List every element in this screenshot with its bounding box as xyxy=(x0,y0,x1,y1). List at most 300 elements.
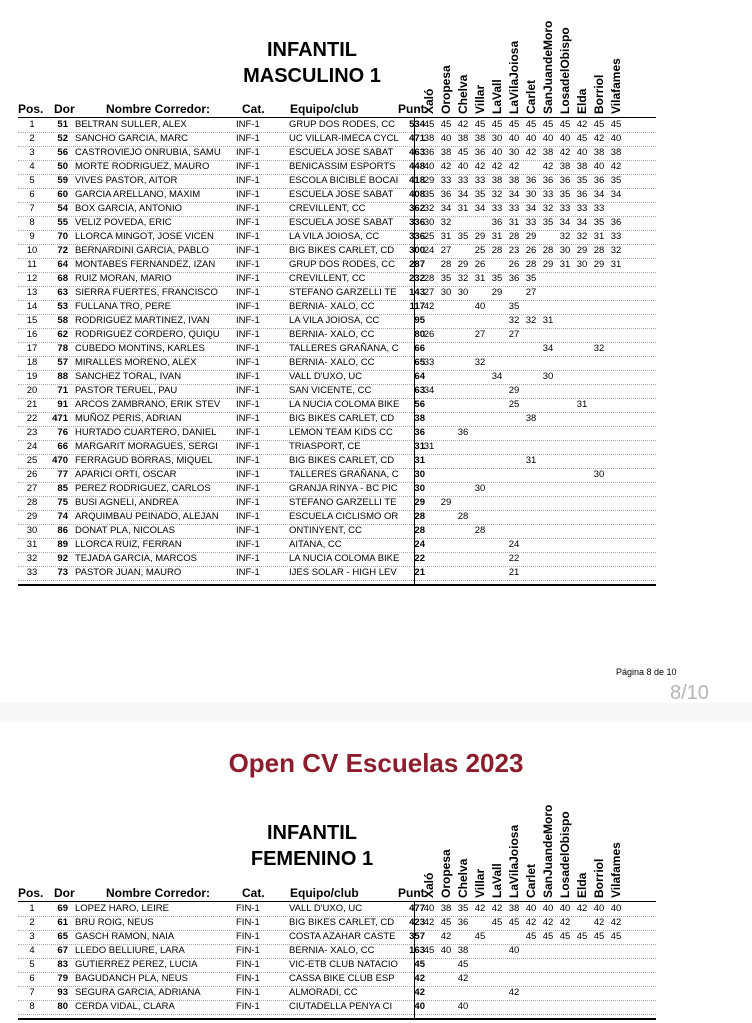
rider-name-cell: SANCHEZ TORAL, IVAN xyxy=(75,371,182,382)
race-score-cell: 32 xyxy=(508,315,520,326)
bib-cell: 51 xyxy=(57,119,68,130)
race-score-cell: 31 xyxy=(542,315,554,326)
position-cell: 28 xyxy=(26,497,38,508)
club-cell: BERNIA- XALO, CC xyxy=(289,329,375,340)
rider-name-cell: BUSI AGNELI, ANDREA xyxy=(75,497,179,508)
bib-cell: 60 xyxy=(57,189,68,200)
rider-name-cell: FERRAGUD BORRAS, MIQUEL xyxy=(75,455,213,466)
race-score-cell: 45 xyxy=(525,931,537,942)
race-score-cell: 36 xyxy=(610,217,622,228)
points-cell: 42 xyxy=(414,973,425,984)
bib-cell: 54 xyxy=(57,203,68,214)
race-score-cell: 42 xyxy=(491,903,503,914)
table-row xyxy=(18,538,656,553)
rider-name-cell: MUÑOZ PERIS, ADRIAN xyxy=(75,413,182,424)
points-cell: 38 xyxy=(414,413,425,424)
category-cell: INF-1 xyxy=(236,511,260,522)
category-cell: FIN-1 xyxy=(236,1001,260,1012)
position-cell: 31 xyxy=(26,539,38,550)
race-score-cell: 38 xyxy=(610,147,622,158)
category-cell: FIN-1 xyxy=(236,931,260,942)
bib-cell: 75 xyxy=(57,497,68,508)
race-score-cell: 33 xyxy=(491,203,503,214)
race-score-cell: 33 xyxy=(576,203,588,214)
rider-name-cell: RODRIGUEZ CORDERO, QUIQU xyxy=(75,329,220,340)
race-score-cell: 29 xyxy=(457,259,469,270)
race-score-cell: 25 xyxy=(423,231,435,242)
race-score-cell: 42 xyxy=(593,133,605,144)
column-header-race: Xaló xyxy=(422,872,436,898)
bib-cell: 76 xyxy=(57,427,68,438)
position-cell: 2 xyxy=(29,917,35,928)
table-row xyxy=(18,202,656,217)
race-score-cell: 45 xyxy=(542,931,554,942)
race-score-cell: 33 xyxy=(440,175,452,186)
points-cell: 30 xyxy=(414,483,425,494)
position-cell: 6 xyxy=(29,973,35,984)
rider-name-cell: SIERRA FUERTES, FRANCISCO xyxy=(75,287,218,298)
club-cell: ESCUELA JOSE SABAT xyxy=(289,217,394,228)
position-cell: 15 xyxy=(26,315,38,326)
race-score-cell: 33 xyxy=(593,203,605,214)
club-cell: STEFANO GARZELLI TE xyxy=(289,287,397,298)
race-score-cell: 35 xyxy=(491,273,503,284)
race-score-cell: 35 xyxy=(440,273,452,284)
club-cell: CREVILLENT, CC xyxy=(289,273,366,284)
position-cell: 7 xyxy=(29,987,35,998)
category-cell: INF-1 xyxy=(236,259,260,270)
category-cell: FIN-1 xyxy=(236,959,260,970)
race-score-cell: 36 xyxy=(457,427,469,438)
column-header-race: Villar xyxy=(473,868,487,898)
club-cell: IJES SOLAR - HIGH LEV xyxy=(289,567,397,578)
table-row xyxy=(18,342,656,357)
table-row xyxy=(18,258,656,273)
rider-name-cell: PEREZ RODRIGUEZ, CARLOS xyxy=(75,483,211,494)
category-cell: INF-1 xyxy=(236,567,260,578)
category-cell: FIN-1 xyxy=(236,903,260,914)
race-score-cell: 42 xyxy=(559,147,571,158)
race-score-cell: 42 xyxy=(542,917,554,928)
race-score-cell: 38 xyxy=(508,175,520,186)
race-score-cell: 27 xyxy=(525,287,537,298)
table-row xyxy=(18,384,656,399)
club-cell: GRUP DOS RODES, CC xyxy=(289,259,395,270)
table-row xyxy=(18,916,656,931)
category-cell: INF-1 xyxy=(236,329,260,340)
position-cell: 5 xyxy=(29,959,35,970)
points-cell: 21 xyxy=(414,567,425,578)
race-score-cell: 36 xyxy=(440,189,452,200)
race-score-cell: 28 xyxy=(423,273,435,284)
points-cell: 448 xyxy=(409,161,425,172)
race-score-cell: 38 xyxy=(576,161,588,172)
points-cell: 408 xyxy=(409,189,425,200)
points-cell: 40 xyxy=(414,1001,425,1012)
race-score-cell: 33 xyxy=(542,189,554,200)
race-score-cell: 29 xyxy=(542,259,554,270)
race-score-cell: 36 xyxy=(576,189,588,200)
points-cell: 336 xyxy=(409,217,425,228)
category-cell: INF-1 xyxy=(236,147,260,158)
race-score-cell: 45 xyxy=(508,119,520,130)
race-score-cell: 42 xyxy=(457,119,469,130)
race-score-cell: 36 xyxy=(491,217,503,228)
bib-cell: 57 xyxy=(57,357,68,368)
race-score-cell: 29 xyxy=(576,245,588,256)
race-score-cell: 34 xyxy=(576,217,588,228)
race-score-cell: 32 xyxy=(525,315,537,326)
club-cell: BERNIA- XALO, CC xyxy=(289,357,375,368)
rider-name-cell: RUIZ MORAN, MARIO xyxy=(75,273,172,284)
club-cell: LA VILA JOIOSA, CC xyxy=(289,231,380,242)
race-score-cell: 36 xyxy=(457,917,469,928)
club-cell: STEFANO GARZELLI TE xyxy=(289,497,397,508)
column-header-race: SanJuandeMoro xyxy=(541,804,555,898)
column-header-race: Oropesa xyxy=(439,849,453,898)
category-cell: FIN-1 xyxy=(236,973,260,984)
table-row xyxy=(18,930,656,945)
race-score-cell: 29 xyxy=(593,259,605,270)
club-cell: SAN VICENTE, CC xyxy=(289,385,372,396)
club-cell: VIC-ETB CLUB NATACIO xyxy=(289,959,398,970)
category-cell: FIN-1 xyxy=(236,917,260,928)
category-cell: INF-1 xyxy=(236,441,260,452)
table-row xyxy=(18,370,656,385)
race-score-cell: 40 xyxy=(440,945,452,956)
table-row xyxy=(18,314,656,329)
race-score-cell: 42 xyxy=(491,161,503,172)
points-cell: 30 xyxy=(414,469,425,480)
rider-name-cell: PASTOR JUAN, MAURO xyxy=(75,567,182,578)
race-score-cell: 34 xyxy=(525,203,537,214)
race-score-cell: 33 xyxy=(525,217,537,228)
bib-cell: 83 xyxy=(57,959,68,970)
rider-name-cell: BELTRAN SULLER, ALEX xyxy=(75,119,187,130)
race-score-cell: 26 xyxy=(525,245,537,256)
column-header-cat: Cat. xyxy=(242,102,265,116)
column-header-race: Elda xyxy=(575,872,589,898)
bib-cell: 74 xyxy=(57,511,68,522)
club-cell: VALL D'UXO, UC xyxy=(289,371,363,382)
points-cell: 24 xyxy=(414,539,425,550)
column-header-race: Elda xyxy=(575,88,589,114)
race-score-cell: 33 xyxy=(559,203,571,214)
race-score-cell: 25 xyxy=(508,399,520,410)
race-score-cell: 36 xyxy=(593,175,605,186)
race-score-cell: 30 xyxy=(576,259,588,270)
rider-name-cell: BERNARDINI GARCIA, PABLO xyxy=(75,245,209,256)
bib-cell: 65 xyxy=(57,931,68,942)
category-cell: FIN-1 xyxy=(236,987,260,998)
race-score-cell: 38 xyxy=(542,147,554,158)
rider-name-cell: FULLANA TRO, PERE xyxy=(75,301,171,312)
race-score-cell: 35 xyxy=(542,217,554,228)
club-cell: CASSA BIKE CLUB ESP xyxy=(289,973,395,984)
category-title-line2: MASCULINO 1 xyxy=(243,65,381,87)
position-cell: 33 xyxy=(26,567,38,578)
category-title-line1: INFANTIL xyxy=(267,39,357,61)
position-cell: 3 xyxy=(29,147,35,158)
table-row xyxy=(18,286,656,301)
event-heading: Open CV Escuelas 2023 xyxy=(228,748,524,778)
rider-name-cell: SANCHO GARCIA, MARC xyxy=(75,133,188,144)
bib-cell: 86 xyxy=(57,525,68,536)
race-score-cell: 35 xyxy=(457,903,469,914)
race-score-cell: 36 xyxy=(525,175,537,186)
race-score-cell: 32 xyxy=(610,245,622,256)
points-cell: 471 xyxy=(409,133,425,144)
rider-name-cell: ARCOS ZAMBRANO, ERIK STEV xyxy=(75,399,221,410)
position-cell: 1 xyxy=(29,903,35,914)
rider-name-cell: BOX GARCIA, ANTONIO xyxy=(75,203,182,214)
club-cell: BERNIA- XALO, CC xyxy=(289,945,375,956)
position-cell: 1 xyxy=(29,119,35,130)
table-row xyxy=(18,230,656,245)
race-score-cell: 38 xyxy=(508,903,520,914)
race-score-cell: 30 xyxy=(525,189,537,200)
category-cell: INF-1 xyxy=(236,427,260,438)
race-score-cell: 30 xyxy=(474,483,486,494)
race-score-cell: 40 xyxy=(542,903,554,914)
rider-name-cell: LLORCA MINGOT, JOSE VICEN xyxy=(75,231,214,242)
column-header-race: Xaló xyxy=(422,88,436,114)
column-header-race: Borriol xyxy=(592,858,606,898)
points-cell: 163 xyxy=(409,945,425,956)
race-score-cell: 42 xyxy=(525,917,537,928)
table-row xyxy=(18,524,656,539)
category-cell: INF-1 xyxy=(236,133,260,144)
points-cell: 362 xyxy=(409,203,425,214)
column-header-race: Borriol xyxy=(592,74,606,114)
bib-cell: 71 xyxy=(57,385,68,396)
race-score-cell: 34 xyxy=(593,189,605,200)
bib-cell: 52 xyxy=(57,133,68,144)
race-score-cell: 38 xyxy=(440,147,452,158)
race-score-cell: 45 xyxy=(508,917,520,928)
race-score-cell: 45 xyxy=(525,119,537,130)
bib-cell: 78 xyxy=(57,343,68,354)
column-header-race: LaVilaJoiosa xyxy=(507,824,521,898)
bib-cell: 92 xyxy=(57,553,68,564)
race-score-cell: 31 xyxy=(440,231,452,242)
race-score-cell: 40 xyxy=(440,133,452,144)
race-score-cell: 31 xyxy=(508,217,520,228)
points-cell: 80 xyxy=(414,329,425,340)
race-score-cell: 33 xyxy=(423,357,435,368)
race-score-cell: 42 xyxy=(542,161,554,172)
race-score-cell: 40 xyxy=(610,903,622,914)
race-score-cell: 30 xyxy=(440,287,452,298)
race-score-cell: 33 xyxy=(508,203,520,214)
position-cell: 22 xyxy=(26,413,38,424)
race-score-cell: 42 xyxy=(508,987,520,998)
bib-cell: 61 xyxy=(57,917,68,928)
bib-cell: 72 xyxy=(57,245,68,256)
points-cell: 423 xyxy=(409,917,425,928)
race-score-cell: 34 xyxy=(610,189,622,200)
table-row xyxy=(18,986,656,1001)
table-row xyxy=(18,272,656,287)
race-score-cell: 31 xyxy=(576,399,588,410)
bib-cell: 63 xyxy=(57,287,68,298)
race-score-cell: 45 xyxy=(593,931,605,942)
bib-cell: 70 xyxy=(57,231,68,242)
points-cell: 45 xyxy=(414,959,425,970)
table-row xyxy=(18,174,656,189)
column-header-pts: Punt. xyxy=(398,102,428,116)
rider-name-cell: CERDA VIDAL, CLARA xyxy=(75,1001,175,1012)
column-header-pos: Pos. xyxy=(18,886,44,900)
points-cell: 64 xyxy=(414,371,425,382)
bib-cell: 77 xyxy=(57,469,68,480)
race-score-cell: 42 xyxy=(576,119,588,130)
club-cell: BIG BIKES CARLET, CD xyxy=(289,245,395,256)
race-score-cell: 45 xyxy=(457,959,469,970)
race-score-cell: 30 xyxy=(593,469,605,480)
position-cell: 13 xyxy=(26,287,38,298)
position-cell: 9 xyxy=(29,231,35,242)
race-score-cell: 36 xyxy=(423,147,435,158)
race-score-cell: 40 xyxy=(559,133,571,144)
rider-name-cell: SEGURA GARCIA, ADRIANA xyxy=(75,987,201,998)
table-row xyxy=(18,146,656,161)
bib-cell: 53 xyxy=(57,301,68,312)
points-cell: 28 xyxy=(414,525,425,536)
bib-cell: 50 xyxy=(57,161,68,172)
race-score-cell: 40 xyxy=(525,903,537,914)
race-score-cell: 35 xyxy=(559,189,571,200)
points-cell: 143 xyxy=(409,287,425,298)
position-cell: 10 xyxy=(26,245,38,256)
column-header-race: Oropesa xyxy=(439,65,453,114)
race-score-cell: 27 xyxy=(474,329,486,340)
race-score-cell: 38 xyxy=(440,903,452,914)
table-row xyxy=(18,958,656,973)
race-score-cell: 28 xyxy=(440,259,452,270)
bib-cell: 67 xyxy=(57,945,68,956)
race-score-cell: 24 xyxy=(508,539,520,550)
points-cell: 477 xyxy=(409,903,425,914)
points-cell: 29 xyxy=(414,497,425,508)
position-cell: 2 xyxy=(29,133,35,144)
race-score-cell: 31 xyxy=(457,203,469,214)
category-cell: INF-1 xyxy=(236,497,260,508)
race-score-cell: 28 xyxy=(457,511,469,522)
club-cell: BIG BIKES CARLET, CD xyxy=(289,455,395,466)
race-score-cell: 34 xyxy=(457,189,469,200)
race-score-cell: 40 xyxy=(508,945,520,956)
points-cell: 287 xyxy=(409,259,425,270)
position-cell: 14 xyxy=(26,301,38,312)
race-score-cell: 22 xyxy=(508,553,520,564)
race-score-cell: 32 xyxy=(474,357,486,368)
category-title-line2: FEMENINO 1 xyxy=(250,848,374,870)
category-cell: INF-1 xyxy=(236,245,260,256)
bib-cell: 471 xyxy=(52,413,68,424)
position-cell: 19 xyxy=(26,371,38,382)
race-score-cell: 30 xyxy=(559,245,571,256)
column-header-race: LosadelObispo xyxy=(558,27,572,114)
points-cell: 418 xyxy=(409,175,425,186)
race-score-cell: 31 xyxy=(423,441,435,452)
race-score-cell: 31 xyxy=(610,259,622,270)
table-row xyxy=(18,328,656,343)
bib-cell: 55 xyxy=(57,217,68,228)
category-cell: INF-1 xyxy=(236,413,260,424)
race-score-cell: 30 xyxy=(542,371,554,382)
category-cell: INF-1 xyxy=(236,553,260,564)
race-score-cell: 29 xyxy=(423,175,435,186)
race-score-cell: 35 xyxy=(457,231,469,242)
table-row xyxy=(18,118,656,133)
position-cell: 30 xyxy=(26,525,38,536)
race-score-cell: 40 xyxy=(457,161,469,172)
column-header-race: LaVall xyxy=(490,863,504,898)
club-cell: GRUP DOS RODES, CC xyxy=(289,119,395,130)
position-cell: 18 xyxy=(26,357,38,368)
club-cell: UC VILLAR-IMECA CYCL xyxy=(289,133,399,144)
club-cell: CIUTADELLA PENYA CI xyxy=(289,1001,393,1012)
points-cell: 534 xyxy=(409,119,425,130)
column-header-race: Vilafames xyxy=(609,58,623,114)
category-cell: INF-1 xyxy=(236,385,260,396)
club-cell: CREVILLENT, CC xyxy=(289,203,366,214)
rider-name-cell: CUBEDO MONTINS, KARLES xyxy=(75,343,205,354)
bib-cell: 89 xyxy=(57,539,68,550)
position-cell: 23 xyxy=(26,427,38,438)
race-score-cell: 42 xyxy=(474,161,486,172)
race-score-cell: 38 xyxy=(593,147,605,158)
race-score-cell: 34 xyxy=(423,385,435,396)
points-cell: 95 xyxy=(414,315,425,326)
position-cell: 4 xyxy=(29,161,35,172)
category-cell: INF-1 xyxy=(236,175,260,186)
column-header-race: Villar xyxy=(473,84,487,114)
club-cell: ESCUELA JOSE SABAT xyxy=(289,147,394,158)
category-cell: INF-1 xyxy=(236,525,260,536)
club-cell: TRIASPORT, CE xyxy=(289,441,361,452)
rider-name-cell: VIVES PASTOR, AITOR xyxy=(75,175,178,186)
race-score-cell: 31 xyxy=(559,259,571,270)
race-score-cell: 45 xyxy=(440,917,452,928)
club-cell: ALMORADI, CC xyxy=(289,987,358,998)
race-score-cell: 40 xyxy=(457,1001,469,1012)
race-score-cell: 40 xyxy=(474,301,486,312)
race-score-cell: 28 xyxy=(474,525,486,536)
category-cell: INF-1 xyxy=(236,357,260,368)
points-cell: 357 xyxy=(409,931,425,942)
race-score-cell: 29 xyxy=(440,497,452,508)
column-header-name: Nombre Corredor: xyxy=(106,886,211,900)
position-cell: 12 xyxy=(26,273,38,284)
race-score-cell: 25 xyxy=(474,245,486,256)
table-row xyxy=(18,552,656,567)
race-score-cell: 45 xyxy=(423,945,435,956)
bib-cell: 66 xyxy=(57,441,68,452)
race-score-cell: 26 xyxy=(474,259,486,270)
table-row xyxy=(18,356,656,371)
column-header-race: LaVall xyxy=(490,79,504,114)
column-header-race: Vilafames xyxy=(609,842,623,898)
race-score-cell: 40 xyxy=(525,133,537,144)
points-cell: 31 xyxy=(414,455,425,466)
race-score-cell: 42 xyxy=(559,917,571,928)
table-end-line xyxy=(18,1018,656,1020)
race-score-cell: 31 xyxy=(474,273,486,284)
race-score-cell: 33 xyxy=(474,175,486,186)
race-score-cell: 27 xyxy=(508,329,520,340)
